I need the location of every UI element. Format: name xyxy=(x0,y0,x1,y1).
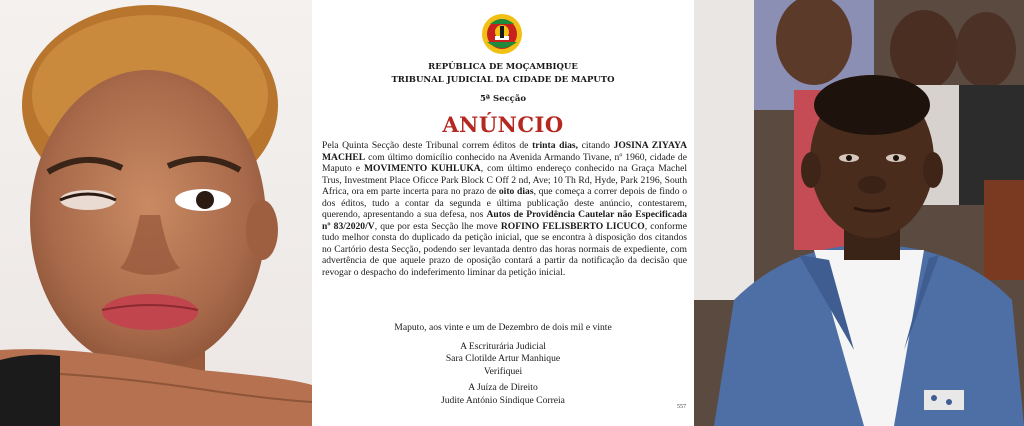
body-bold: ROFINO FELISBERTO LICUCO xyxy=(500,220,645,232)
body-text: Pela Quinta Secção deste Tribunal correm éditos de xyxy=(322,140,533,151)
judge-name: Judite António Sindique Correia xyxy=(441,395,565,406)
notice-title: ANÚNCIO xyxy=(442,112,564,137)
clerk-title: A Escriturária Judicial xyxy=(460,341,546,352)
body-bold: MOVIMENTO KUHLUKA xyxy=(363,163,481,175)
header-tribunal: TRIBUNAL JUDICIAL DA CIDADE DE MAPUTO xyxy=(391,75,615,85)
body-text: citando xyxy=(578,140,614,151)
man-portrait-illustration xyxy=(694,0,1024,426)
body-text: com último domicílio conhecido na Avenida Armando Tivane, nº 1960, cidade de Maputo e xyxy=(322,151,687,175)
body-text: , conforme tudo melhor consta do duplicado da petição inicial, que se encontra à disposição dos citandos no Cartório desta Secção, podendo ser levantada dentro das horas normais de expediente, com advertência de que aquele prazo de oposição contará a partir da notificação da decisão que revogar o despacho do indeferimento liminar da petição inicial. xyxy=(322,220,687,279)
portrait-photo-woman xyxy=(0,0,312,426)
woman-portrait-illustration xyxy=(0,0,312,426)
body-bold: Autos de Providência Cautelar não Especificada nº 83/2020/V xyxy=(322,209,687,232)
court-notice xyxy=(312,0,694,426)
body-bold: JOSINA ZIYAYA MACHEL xyxy=(322,140,687,163)
body-text: , que começa a correr depois de findo o dos éditos, tudo a contar da segunda e última publicação deste anúncio, contestarem, querendo, apresentando a sua defesa, nos xyxy=(322,186,687,221)
clerk-name: Sara Clotilde Artur Manhique xyxy=(445,353,561,364)
mozambique-emblem-icon xyxy=(480,12,524,56)
verified-label: Verifiquei xyxy=(483,366,523,377)
body-text: , com último endereço conhecido na Graça Machel Trus, Investment Place Oficce Park Block C Off 2 nd, Ave; 10 Th Rd, Hyde, Park 2196, South Africa, ora em parte incerta para no prazo de xyxy=(322,163,687,198)
portrait-photo-man xyxy=(694,0,1024,426)
body-text: , que por esta Secção lhe move xyxy=(374,220,501,232)
date-line: Maputo, aos vinte e um de Dezembro de dois mil e vinte xyxy=(394,322,612,333)
body-bold: oito dias xyxy=(498,186,534,198)
notice-body xyxy=(322,140,687,279)
header-section: 5ª Secção xyxy=(479,94,527,104)
body-bold: trinta dias, xyxy=(532,140,579,151)
reference-code: 557 xyxy=(677,404,686,410)
header-republic: REPÚBLICA DE MOÇAMBIQUE xyxy=(428,62,578,72)
judge-title: A Juíza de Direito xyxy=(468,382,538,393)
